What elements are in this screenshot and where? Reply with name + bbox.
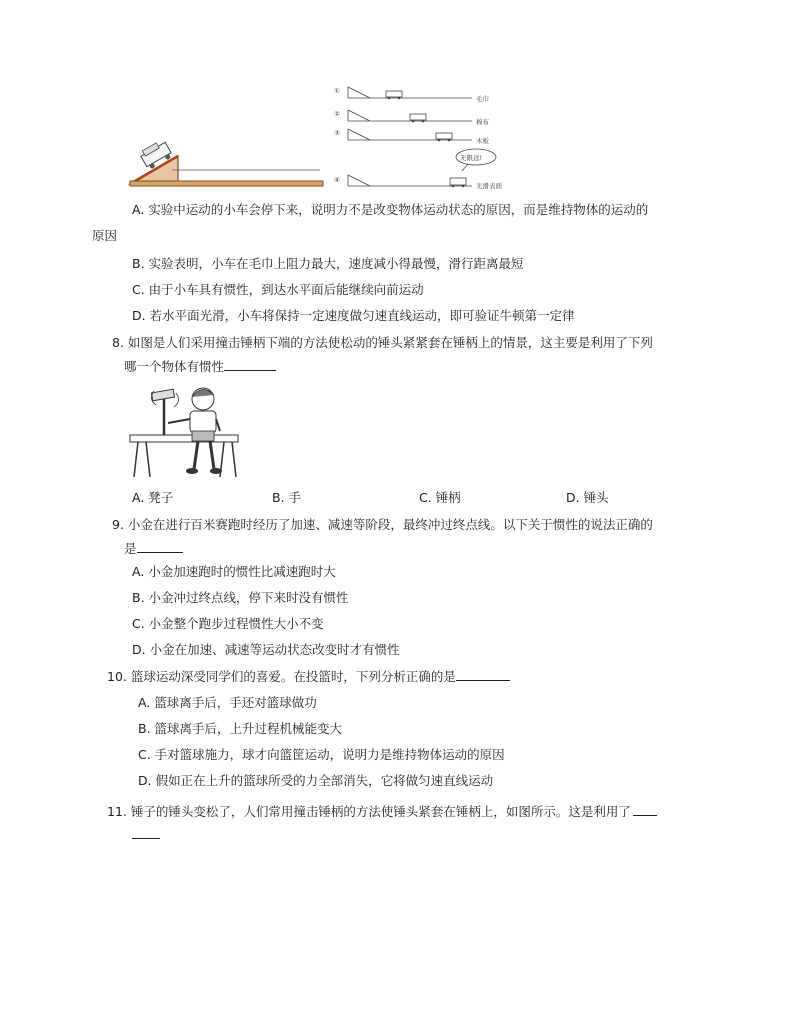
q9-option-b[interactable]: B. 小金冲过终点线，停下来时没有惯性 <box>132 590 349 605</box>
q11-answer-blank-cont-line <box>132 826 160 844</box>
ramp-apparatus-figure <box>128 140 328 190</box>
q7-option-d: D. 若水平面光滑，小车将保持一定速度做匀速直线运动，即可验证牛顿第一定律 <box>132 308 575 323</box>
num-3: ③ <box>334 129 340 137</box>
q10-option-d[interactable]: D. 假如正在上升的篮球所受的力全部消失，它将做匀速直线运动 <box>138 773 494 788</box>
hammer-bench-figure <box>128 385 243 485</box>
q7-option-c: C. 由于小车具有惯性，到达水平面后能继续向前运动 <box>132 282 424 297</box>
q9-option-c[interactable]: C. 小金整个跑步过程惯性大小不变 <box>132 616 324 631</box>
q7-option-a-cont: 原因 <box>92 228 118 243</box>
bubble-text: 无限远! <box>460 154 483 162</box>
label-wood: 木板 <box>476 137 489 145</box>
q10-answer-blank[interactable] <box>456 668 510 681</box>
q10-stem <box>107 668 510 686</box>
q11-stem <box>107 803 657 821</box>
q8-option-a[interactable]: A. 凳子 <box>132 490 174 505</box>
q9-stem-line2 <box>124 540 183 558</box>
q9-answer-blank[interactable] <box>137 540 183 553</box>
q9-option-a[interactable]: A. 小金加速跑时的惯性比减速跑时大 <box>132 564 336 579</box>
q9-option-d[interactable]: D. 小金在加速、减速等运动状态改变时才有惯性 <box>132 642 400 657</box>
surfaces-diagram <box>330 85 510 195</box>
q10-stem-text: 10. 篮球运动深受同学们的喜爱。在投篮时，下列分析正确的是 <box>107 669 456 684</box>
num-2: ② <box>334 110 340 118</box>
q7-option-a: A. 实验中运动的小车会停下来，说明力不是改变物体运动状态的原因，而是维持物体的运动的 <box>132 202 649 217</box>
q10-option-c[interactable]: C. 手对篮球施力，球才向篮筐运动，说明力是维持物体运动的原因 <box>138 747 505 762</box>
q11-answer-blank[interactable] <box>633 803 657 816</box>
q8-stem-line2 <box>124 358 276 376</box>
q11-answer-blank-cont[interactable] <box>132 826 160 839</box>
label-cotton: 棉布 <box>476 118 489 126</box>
q8-answer-blank[interactable] <box>224 358 276 371</box>
q9-stem-line1: 9. 小金在进行百米赛跑时经历了加速、减速等阶段，最终冲过终点线。以下关于惯性的说法正确的 <box>112 517 653 532</box>
q8-option-b[interactable]: B. 手 <box>272 490 302 505</box>
label-smooth: 光滑表面 <box>476 182 502 190</box>
label-towel: 毛巾 <box>476 95 489 103</box>
q11-stem-text: 11. 锤子的锤头变松了，人们常用撞击锤柄的方法使锤头紧套在锤柄上，如图所示。这是利用了 <box>107 804 631 819</box>
q8-stem-line1: 8. 如图是人们采用撞击锤柄下端的方法使松动的锤头紧紧套在锤柄上的情景，这主要是利用了下列 <box>112 335 653 350</box>
num-1: ① <box>334 87 340 95</box>
q8-option-d[interactable]: D. 锤头 <box>566 490 609 505</box>
q10-option-a[interactable]: A. 篮球离手后，手还对篮球做功 <box>138 695 317 710</box>
q7-option-b: B. 实验表明，小车在毛巾上阻力最大，速度减小得最慢，滑行距离最短 <box>132 256 524 271</box>
q9-stem-text: 是 <box>124 541 137 556</box>
q8-stem-text: 哪一个物体有惯性 <box>124 359 225 374</box>
num-4: ④ <box>334 176 340 184</box>
q8-option-c[interactable]: C. 锤柄 <box>419 490 461 505</box>
q10-option-b[interactable]: B. 篮球离手后，上升过程机械能变大 <box>138 721 343 736</box>
